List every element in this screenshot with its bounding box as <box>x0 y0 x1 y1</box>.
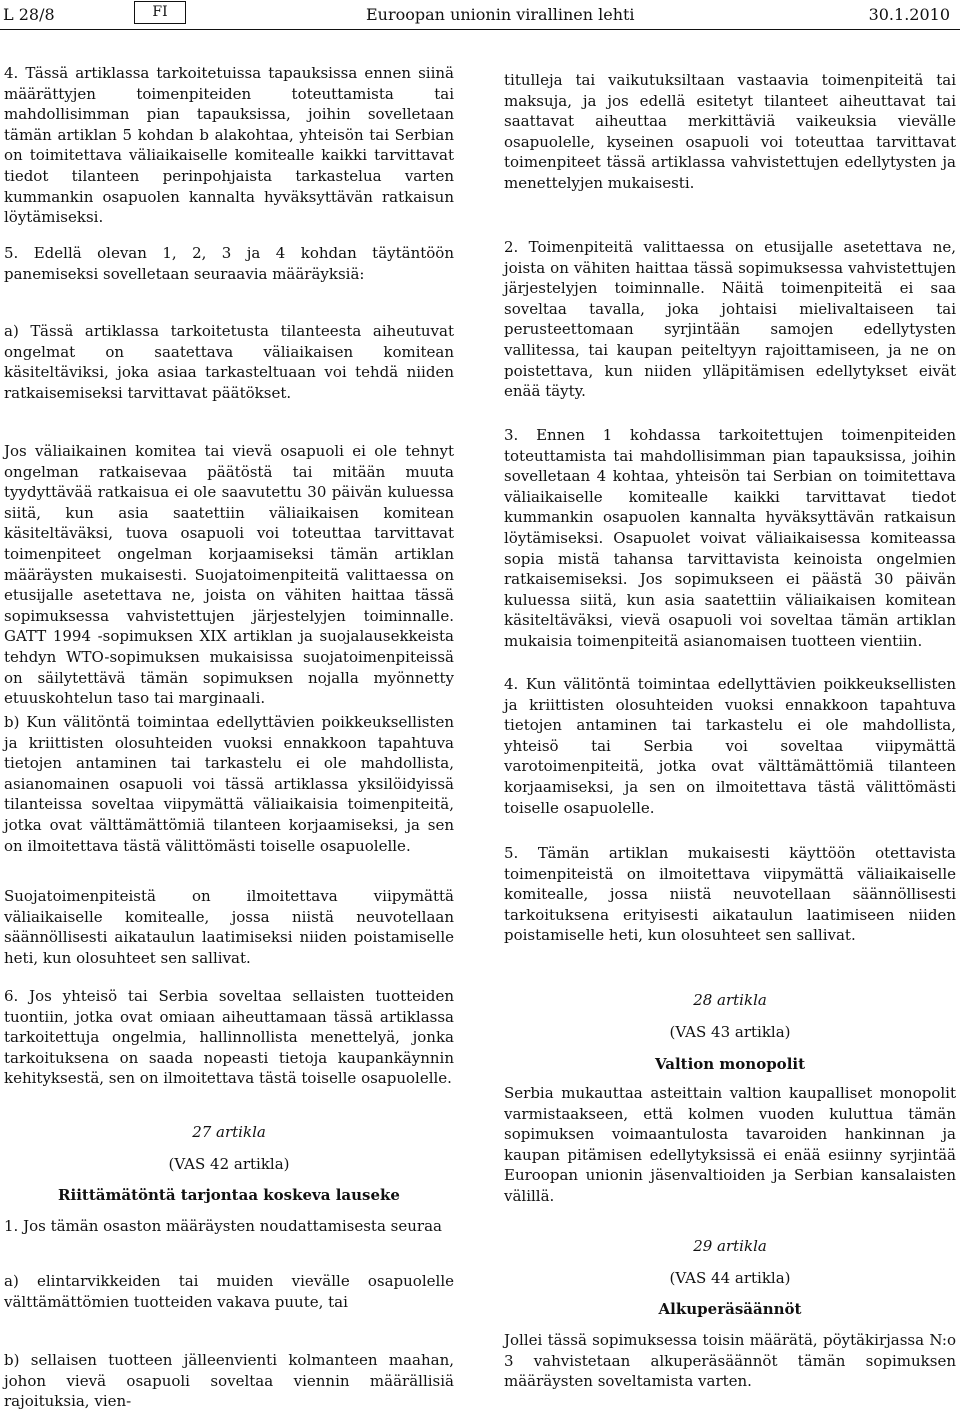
article-27-number: 27 artikla <box>192 1123 266 1141</box>
item-b: b) Kun välitöntä toimintaa edellyttävien poikkeuksellisten ja kriittisten olosuhteiden vuoksi ennakkoon tapahtuva tietojen antaminen tai tarkastelu ei ole mahdollista, asianomainen osapuoli voi tässä artiklassa yksilöidyissä tilanteissa soveltaa viipymättä väliaikaisia toimenpiteitä, jotka ovat välttämättömiä tilanteen korjaamiseksi, ja sen on ilmoitettava tästä välittömästi toiselle osapuolelle. <box>4 713 454 855</box>
header-rule <box>0 29 960 30</box>
page-number: L 28/8 <box>3 5 55 24</box>
paragraph-5-right: 5. Tämän artiklan mukaisesti käyttöön otettavista toimenpiteistä on ilmoitettava viipymättä väliaikaiselle komitealle, jossa niistä neuvotellaan säännöllisesti tarkoituksena erityisesti aikataulun laatimiseen niiden poistamiselle heti, kun olosuhteet sen sallivat. <box>504 844 956 945</box>
paragraph-3: 3. Ennen 1 kohdassa tarkoitettujen toimenpiteiden toteuttamista tai mahdollisimman pian tapauksissa, joihin sovelletaan 4 kohtaa, yhteisön tai Serbian on toimitettava väliaikaiselle komitealle kaikki tarvittavat tiedot kummankin osapuolen kannalta hyväksyttävän ratkaisun löytämiseksi. Osapuolet voivat väliaikaisessa komiteassa sopia mistä tahansa tarvittavista keinoista ongelmien ratkaisemiseksi. Jos sopimukseen ei päästä 30 päivän kuluessa siitä, kun asia saatettiin väliaikaisen komitean käsiteltäväksi, vievä osapuoli voi soveltaa tämän artiklan mukaisia toimenpiteitä asianomaisen tuotteen vientiin. <box>504 426 956 650</box>
article-28-number: 28 artikla <box>693 991 767 1009</box>
article-27-item-b: b) sellaisen tuotteen jälleenvienti kolmanteen maahan, johon vievä osapuoli soveltaa viennin määrällisiä rajoituksia, vien- <box>4 1351 454 1411</box>
paragraph-4-right: 4. Kun välitöntä toimintaa edellyttävien poikkeuksellisten ja kriittisten olosuhteiden vuoksi ennakkoon tapahtuva tietojen antaminen tai tarkastelu ei ole mahdollista, yhteisö tai Serbia voi soveltaa viipymättä varotoimenpiteitä, jotka ovat välttämättömiä tilanteen korjaamiseksi, ja sen on ilmoitettava tästä välittömästi toiselle osapuolelle. <box>504 675 956 817</box>
article-27-vas: (VAS 42 artikla) <box>168 1155 290 1173</box>
article-28-title: Valtion monopolit <box>654 1055 806 1073</box>
paragraph-jos: Jos väliaikainen komitea tai vievä osapuoli ei ole tehnyt ongelman ratkaisevaa päätöstä tai mitään muuta tyydyttävää ratkaisua ei ole saavutettu 30 päivän kuluessa siitä, kun asia saatettiin väliaikaisen komitean käsiteltäväksi, tuova osapuoli voi toteuttaa tarvittavat toimenpiteet ongelman korjaamiseksi tämän artiklan määräysten mukaisesti. Suojatoimenpiteitä valittaessa on etusijalle asetettava ne, joista on vähiten haittaa tässä sopimuksessa vahvistettujen järjestelyjen toiminnalle. GATT 1994 -sopimuksen XIX artiklan ja suojalausekkeista tehdyn WTO-sopimuksen mukaisissa suojatoimenpiteissä on säilytettävä tämän sopimuksen nojalla myönnetty etuuskohtelun taso tai marginaali. <box>4 442 454 708</box>
paragraph-2: 2. Toimenpiteitä valittaessa on etusijalle asetettava ne, joista on vähiten haittaa tässä sopimuksessa vahvistettujen järjestelyjen toiminnalle. Näitä toimenpiteitä ei saa soveltaa tavalla, joka johtaisi mielivaltaiseen tai perusteettomaan syrjintään samojen edellytysten vallitessa, tai kaupan peiteltyyn rajoittamiseen, ja ne on poistettava, kun niiden ylläpitämisen edellytykset eivät enää täyty. <box>504 238 956 401</box>
article-29-vas: (VAS 44 artikla) <box>669 1269 791 1287</box>
article-27-item-a: a) elintarvikkeiden tai muiden vievälle osapuolelle välttämättömien tuotteiden vakava puute, tai <box>4 1272 454 1311</box>
article-27-para-1: 1. Jos tämän osaston määräysten noudattamisesta seuraa <box>4 1217 442 1235</box>
article-27-title: Riittämätöntä tarjontaa koskeva lauseke <box>58 1186 400 1204</box>
publication-date: 30.1.2010 <box>868 5 950 24</box>
journal-title: Euroopan unionin virallinen lehti <box>366 5 635 24</box>
paragraph-5: 5. Edellä olevan 1, 2, 3 ja 4 kohdan täytäntöön panemiseksi sovelletaan seuraavia määräyksiä: <box>4 244 454 283</box>
article-28-text: Serbia mukauttaa asteittain valtion kaupalliset monopolit varmistaakseen, että kolmen vuoden kuluttua tämän sopimuksen voimaantulosta tavaroiden hankinnan ja kaupan pitämisen edellytyksissä ei enää esiinny syrjintää Euroopan unionin jäsenvaltioiden ja Serbian kansalaisten välillä. <box>504 1084 956 1205</box>
page-header <box>0 0 960 30</box>
article-28-vas: (VAS 43 artikla) <box>669 1023 791 1041</box>
item-a: a) Tässä artiklassa tarkoitetusta tilanteesta aiheutuvat ongelmat on saatettava väliaikaisen komitean käsiteltäviksi, joka asiaa tarkasteltuaan voi tehdä niiden ratkaisemiseksi tarvittavat päätökset. <box>4 322 454 402</box>
paragraph-suojatoimenpiteet: Suojatoimenpiteistä on ilmoitettava viipymättä väliaikaiselle komitealle, jossa niistä neuvotellaan säännöllisesti aikataulun laatimiseksi niiden poistamiselle heti, kun olosuhteet sen sallivat. <box>4 887 454 967</box>
paragraph-4: 4. Tässä artiklassa tarkoitetuissa tapauksissa ennen siinä määrättyjen toimenpiteiden toteuttamista tai mahdollisimman pian tapauksissa, joihin sovelletaan tämän artiklan 5 kohdan b alakohtaa, yhteisön tai Serbian on toimitettava väliaikaiselle komitealle kaikki tarvittavat tiedot tilanteen perinpohjaista tarkastelua varten kummankin osapuolen kannalta hyväksyttävän ratkaisun löytämiseksi. <box>4 64 454 227</box>
paragraph-6: 6. Jos yhteisö tai Serbia soveltaa sellaisten tuotteiden tuontiin, jotka ovat omiaan aiheuttamaan tässä artiklassa tarkoitettuja ongelmia, hallinnollista menettelyä, jonka tarkoituksena on saada nopeasti tietoja kaupankäynnin kehityksestä, sen on ilmoitettava tästä toiselle osapuolelle. <box>4 987 454 1088</box>
article-29-number: 29 artikla <box>693 1237 767 1255</box>
continuation-paragraph: titulleja tai vaikutuksiltaan vastaavia toimenpiteitä tai maksuja, ja jos edellä esitetyt tilanteet aiheuttavat tai saattavat aiheuttaa merkittäviä vaikeuksia vievälle osapuolelle, kyseinen osapuoli voi toteuttaa tarvittavat toimenpiteet tässä artiklassa vahvistettujen edellytysten ja menettelyjen mukaisesti. <box>504 71 956 192</box>
language-box: FI <box>134 1 186 24</box>
article-29-title: Alkuperäsäännöt <box>658 1300 802 1318</box>
article-29-text: Jollei tässä sopimuksessa toisin määrätä, pöytäkirjassa N:o 3 vahvistetaan alkuperäsäännöt tämän sopimuksen määräysten soveltamista varten. <box>504 1331 956 1391</box>
